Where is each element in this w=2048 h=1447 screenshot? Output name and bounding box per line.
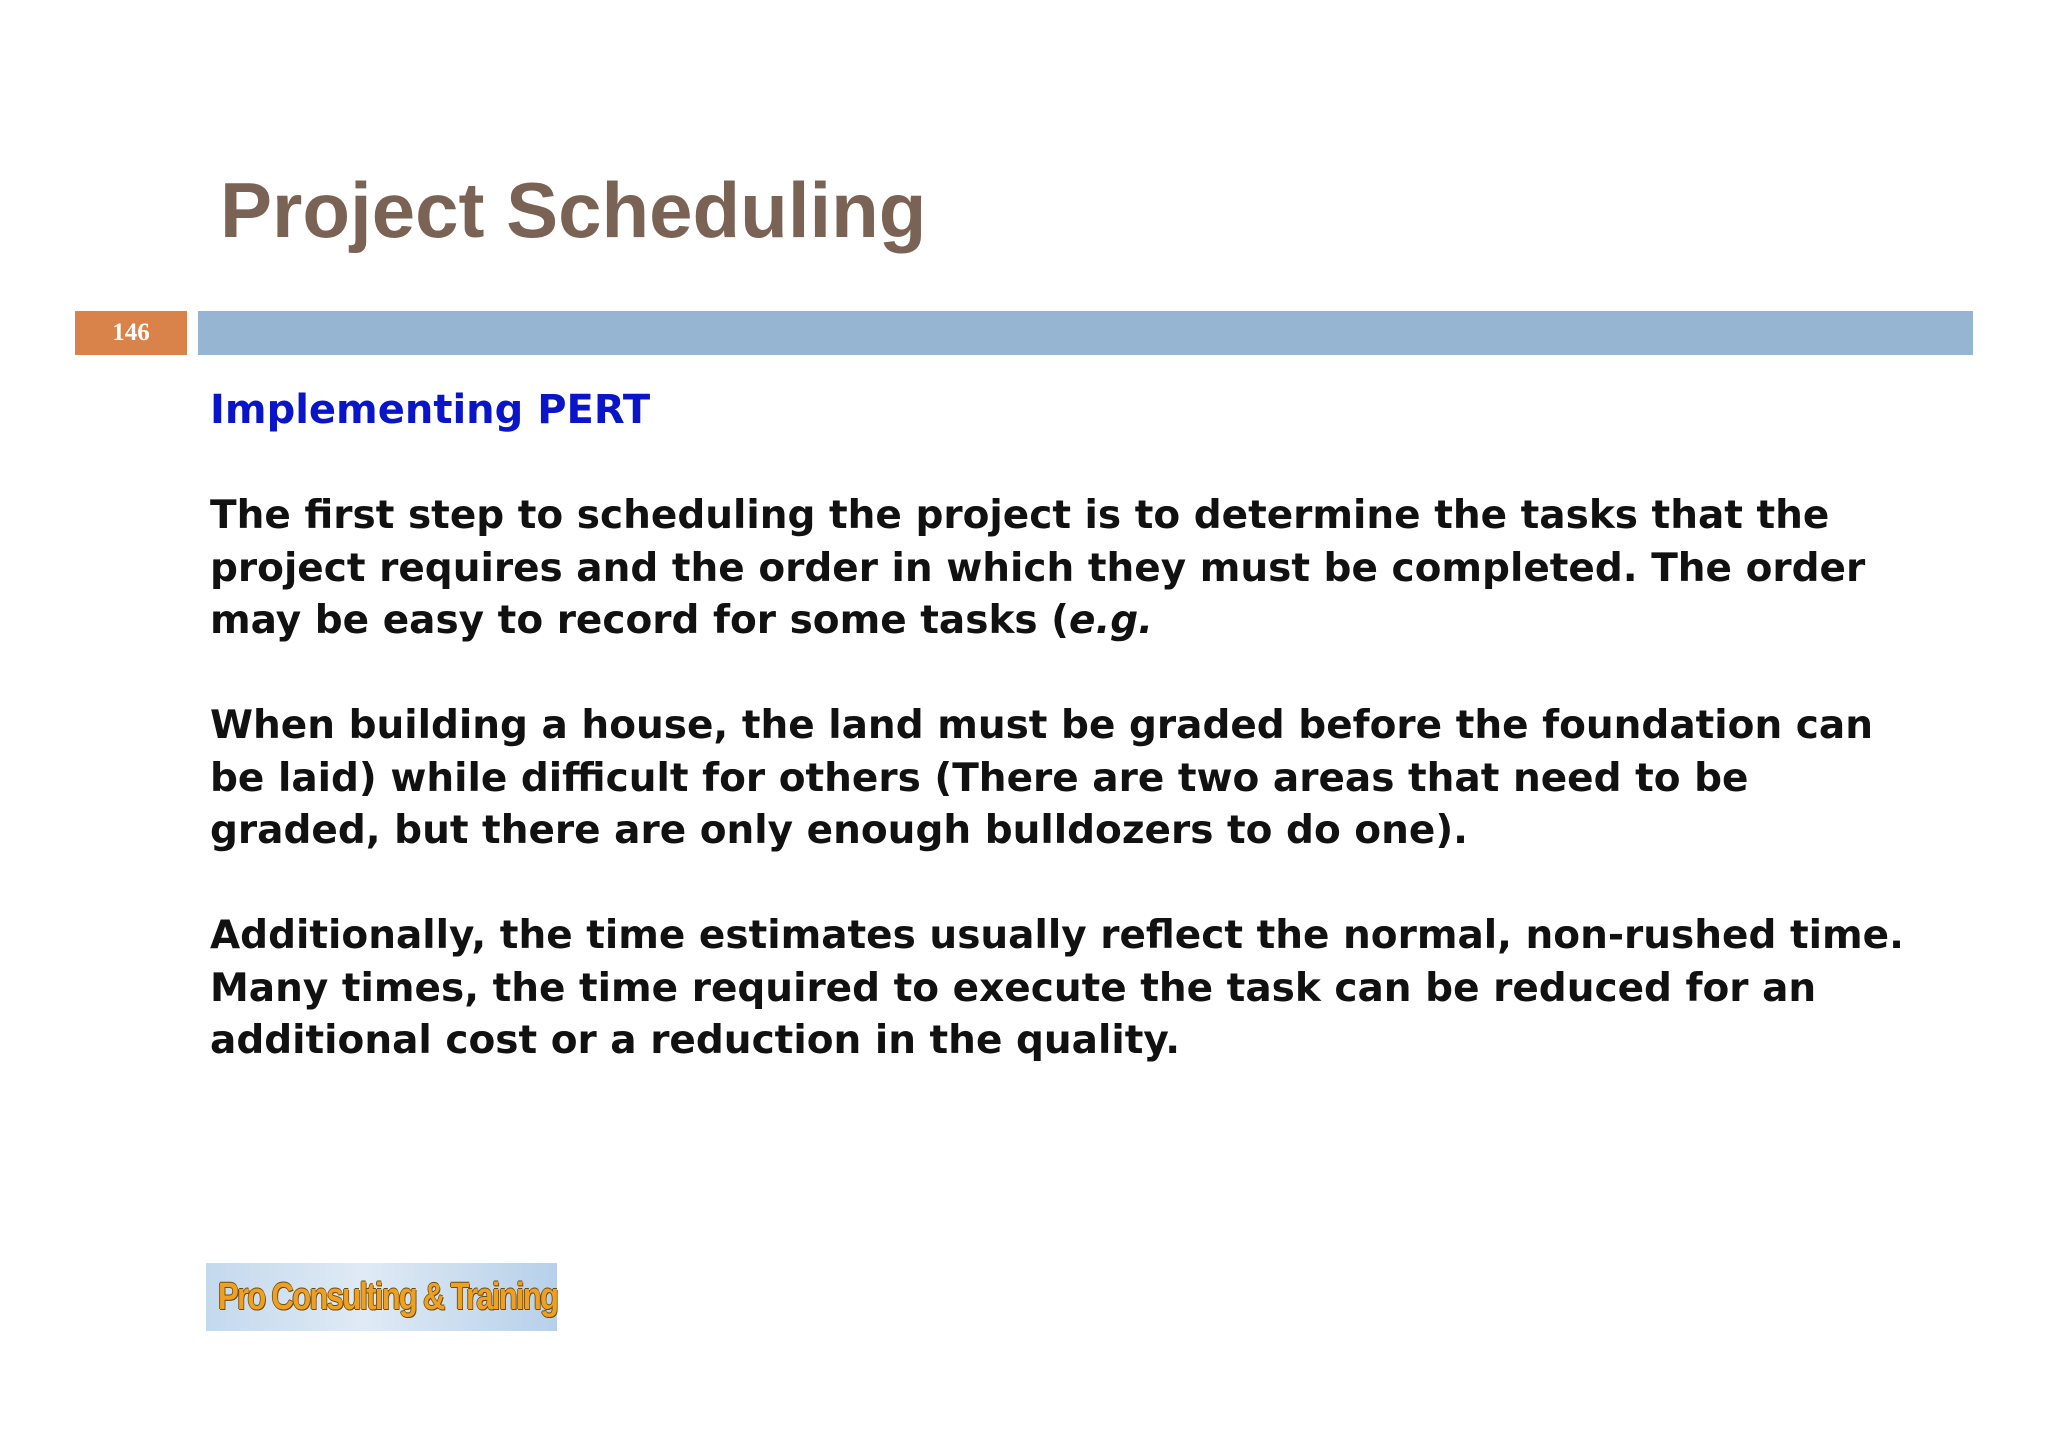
paragraph-time-estimates: Additionally, the time estimates usually reflect the normal, non-rushed time. Many times, the time required to execute the task can be reduced for an additional cost or a reduction in the quality. bbox=[210, 913, 1904, 1063]
paragraph-task-order bbox=[210, 490, 1910, 648]
section-subheading: Implementing PERT bbox=[210, 387, 651, 433]
paragraph-house-example: When building a house, the land must be graded before the foundation can be laid) while difficult for others (There are two areas that need to be graded, but there are only enough bulldozers to do one). bbox=[210, 703, 1874, 853]
paragraph-task-order-italic: e.g. bbox=[1069, 598, 1153, 643]
header-divider-bar bbox=[198, 311, 1973, 355]
page-number-badge: 146 bbox=[75, 311, 187, 355]
paragraph-task-order-text: The first step to scheduling the project is to determine the tasks that the project requires and the order in which they must be completed. The order may be easy to record for some tasks ( bbox=[210, 493, 1866, 643]
company-logo bbox=[206, 1263, 557, 1331]
company-logo-text: Pro Consulting & Training bbox=[218, 1276, 558, 1318]
slide-title: Project Scheduling bbox=[220, 166, 927, 254]
